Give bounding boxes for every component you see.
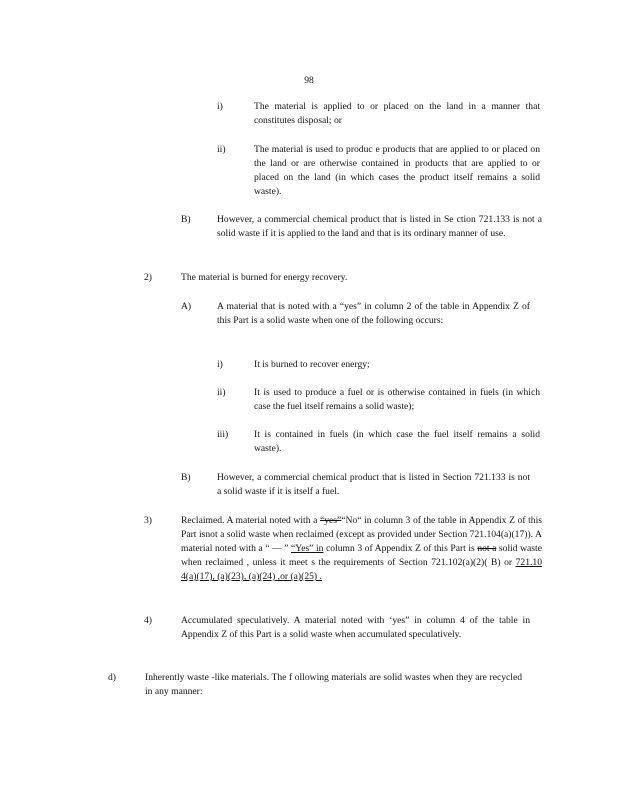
item-label: 3) — [144, 515, 152, 526]
underlined-text: “Yes” in — [290, 543, 324, 554]
struck-text: “yes” — [319, 515, 342, 526]
item-label: d) — [108, 672, 116, 683]
item-text: Accumulated speculatively. A material noted with ‘yes” in column 4 of the table in Appendix Z of this Part is a solid waste when accumulated speculatively. — [181, 615, 530, 640]
item-label: 4) — [144, 615, 152, 626]
item-label: A) — [181, 301, 192, 312]
item-label: ii) — [217, 144, 226, 155]
item-text: It is contained in fuels (in which case the fuel itself remains a solid waste). — [254, 429, 540, 454]
item-text: However, a commercial chemical product that is listed in Section 721.133 is not a solid waste if it is itself a fuel. — [217, 472, 530, 497]
item-label: B) — [181, 214, 191, 225]
item-text: Reclaimed. A material noted with a “yes”“No“ in column 3 of the table in Appendix Z of this Part isnot a solid waste when reclaimed (except as provided under Section 721.104(a)(17)). A material noted with a “ — ” “Yes” in column 3 of Appendix Z of this Part is not a solid waste when reclaimed , unless it meet s the requirements of Section 721.102(a)(2)( B) or 721.10 4(a)(17), (a)(23), (a)(24) ,or (a)(25) . — [181, 515, 542, 582]
item-label: 2) — [144, 272, 152, 283]
item-text: It is burned to recover energy; — [254, 359, 370, 370]
item-label: i) — [217, 359, 223, 370]
item-label: B) — [181, 472, 191, 483]
item-text: However, a commercial chemical product that is listed in Se ction 721.133 is not a solid waste if it is applied to the land and that is its ordinary manner of use. — [217, 214, 542, 239]
item-text: It is used to produce a fuel or is otherwise contained in fuels (in which case the fuel itself remains a solid waste); — [254, 387, 540, 412]
item-text: A material that is noted with a “yes” in column 2 of the table in Appendix Z of this Part is a solid waste when one of the following occurs: — [217, 301, 530, 326]
item-text: The material is burned for energy recovery. — [181, 272, 348, 283]
item-label: i) — [217, 101, 223, 112]
item-label: ii) — [217, 387, 226, 398]
item-text: The material is used to produc e products that are applied to or placed on the land or are otherwise contained in products that are applied to or placed on the land (in which cases the product itself remains a solid waste). — [254, 144, 540, 197]
item-label: iii) — [217, 429, 229, 440]
underlined-text: 721.10 4(a)(17), (a)(23), (a)(24) ,or (a)(25) . — [181, 557, 542, 582]
item-text: The material is applied to or placed on the land in a manner that constitutes disposal; or — [254, 101, 540, 126]
item-text: Inherently waste -like materials. The f ollowing materials are solid wastes when they are recycled in any manner: — [145, 672, 522, 697]
struck-text: not a — [477, 543, 497, 554]
page-number: 98 — [304, 75, 314, 86]
